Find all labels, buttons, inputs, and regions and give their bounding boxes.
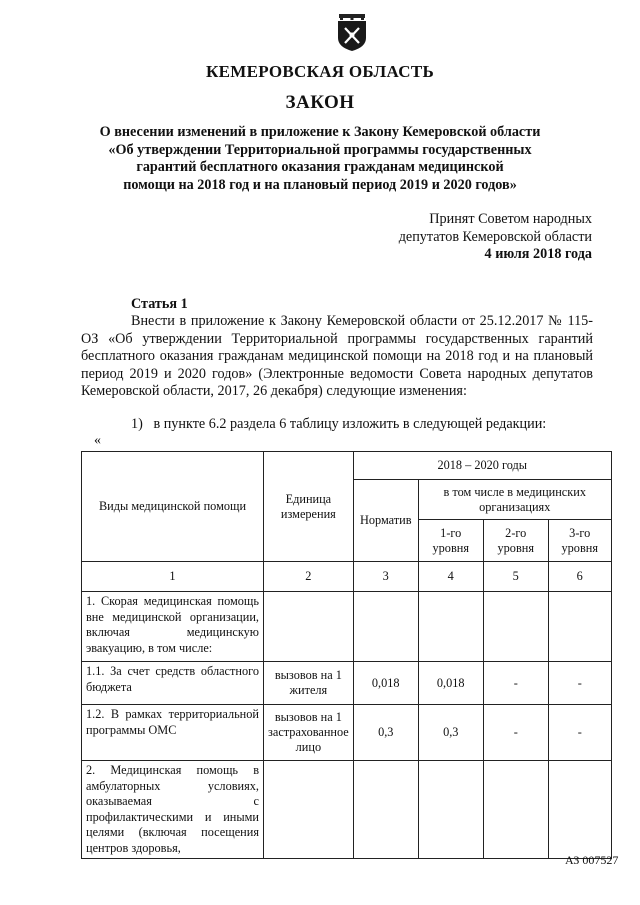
column-number: 3 [353, 562, 418, 592]
open-quote: « [94, 433, 101, 448]
row-norm [353, 592, 418, 662]
document-type: ЗАКОН [285, 92, 355, 113]
article-paragraph-text: Внести в приложение к Закону Кемеровской области от 25.12.2017 № 115-ОЗ «Об утверждении Территориальной программы государственных гарантий бесплатного оказания гражданам медицинской помощи на 2018 год и на плановый период 2019 и 2020 годов» (Электронные ведомости Совета народных депутатов Кемеровской области, 2017, 26 декабря) следующие изменения: [81, 313, 593, 399]
subject-line: гарантий бесплатного оказания гражданам медицинской [136, 159, 504, 175]
header-level-3: 3-го уровня [548, 520, 611, 562]
row-level-2: - [483, 705, 548, 761]
table-row [82, 705, 612, 761]
table-row [82, 761, 612, 859]
row-level-2: - [483, 662, 548, 705]
row-kind: 1.1. За счет средств областного бюджета [82, 662, 264, 705]
row-level-3: - [548, 662, 611, 705]
column-number: 4 [418, 562, 483, 592]
table-row [82, 662, 612, 705]
row-unit: вызовов на 1 застрахованное лицо [264, 705, 354, 761]
column-number: 2 [264, 562, 354, 592]
row-kind: 1. Скорая медицинская помощь вне медицинской организации, включая медицинскую эвакуацию, в том числе: [82, 592, 264, 662]
region-title: КЕМЕРОВСКАЯ ОБЛАСТЬ [206, 62, 434, 81]
row-norm: 0,018 [353, 662, 418, 705]
table-row [82, 592, 612, 662]
row-norm [353, 761, 418, 859]
row-level-1 [418, 592, 483, 662]
adopted-by-line: депутатов Кемеровской области [398, 228, 592, 245]
article-paragraph [81, 313, 593, 401]
article-item-1: 1) в пункте 6.2 раздела 6 таблицу изложить в следующей редакции: [131, 416, 547, 432]
adoption-block [399, 211, 592, 264]
coat-of-arms-emblem [336, 14, 368, 52]
header-years: 2018 – 2020 годы [353, 452, 611, 480]
row-level-1 [418, 761, 483, 859]
header-norm: Норматив [353, 480, 418, 562]
row-level-2 [483, 761, 548, 859]
row-kind: 1.2. В рамках территориальной программы ОМС [82, 705, 264, 761]
subject-line: «Об утверждении Территориальной программы государственных [108, 141, 532, 158]
column-number: 5 [483, 562, 548, 592]
row-norm: 0,3 [353, 705, 418, 761]
row-level-2 [483, 592, 548, 662]
column-number-row [82, 562, 612, 592]
header-level-2: 2-го уровня [483, 520, 548, 562]
adoption-date: 4 июля 2018 года [484, 246, 592, 262]
row-unit [264, 592, 354, 662]
serial-number: АЗ 007527 [565, 853, 619, 867]
law-subject [0, 124, 640, 194]
row-kind: 2. Медицинская помощь в амбулаторных условиях, оказываемая с профилактическими и иными целями (включая посещения центров здоровья, [82, 761, 264, 859]
row-level-3: - [548, 705, 611, 761]
row-unit: вызовов на 1 жителя [264, 662, 354, 705]
adopted-by-line: Принят Советом народных [429, 211, 592, 227]
header-unit: Единица измерения [264, 452, 354, 562]
column-number: 6 [548, 562, 611, 592]
subject-line: О внесении изменений в приложение к Закону Кемеровской области [99, 124, 541, 140]
header-level-1: 1-го уровня [418, 520, 483, 562]
header-incl: в том числе в медицинских организациях [418, 480, 611, 520]
row-level-1: 0,018 [418, 662, 483, 705]
row-level-3 [548, 592, 611, 662]
row-level-1: 0,3 [418, 705, 483, 761]
subject-line: помощи на 2018 год и на плановый период 2019 и 2020 годов» [123, 176, 517, 193]
header-kind: Виды медицинской помощи [82, 452, 264, 562]
row-level-3 [548, 761, 611, 859]
row-unit [264, 761, 354, 859]
article-title: Статья 1 [131, 296, 188, 312]
medical-care-table [81, 451, 612, 859]
column-number: 1 [82, 562, 264, 592]
